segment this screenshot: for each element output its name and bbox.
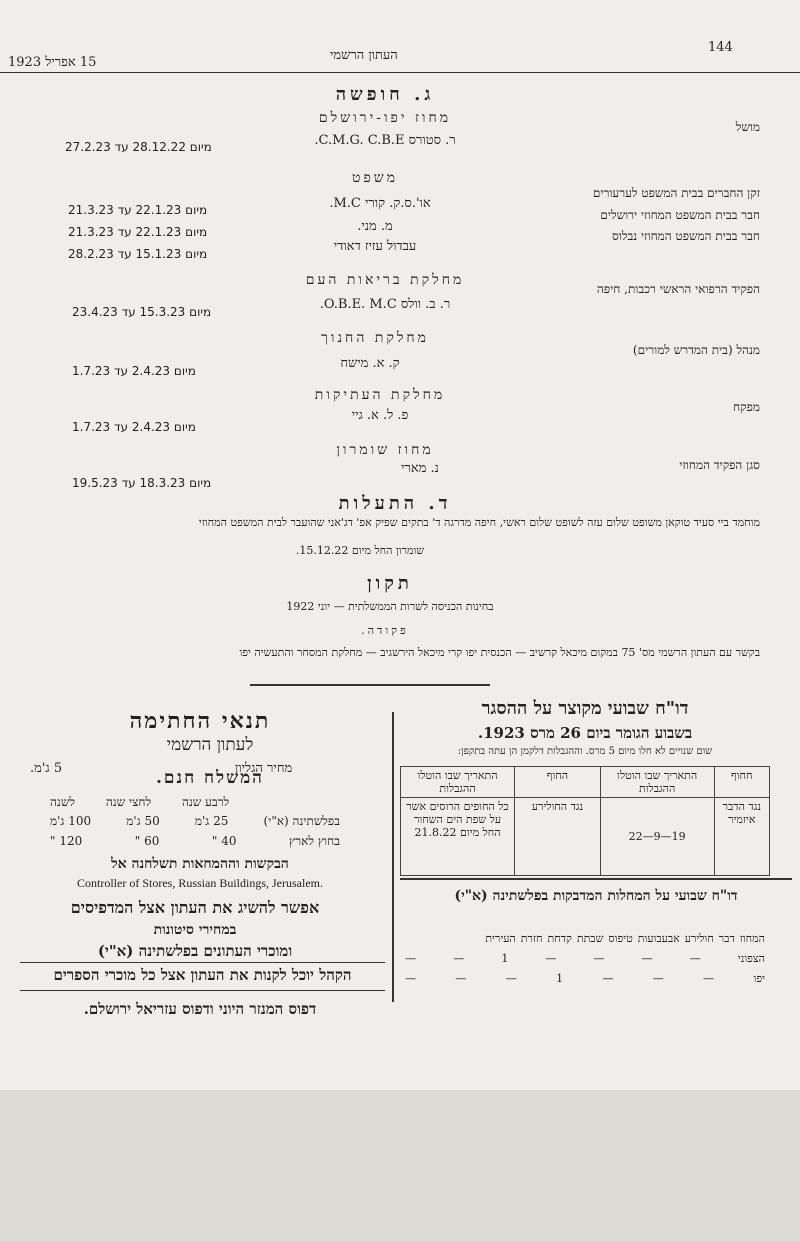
- row-date-2: כל החופים הרוסים אשר על שפת הים השחור החל מיום 21.8.22: [401, 798, 515, 876]
- col-district: המחוז: [739, 932, 765, 945]
- issue-date: 15 אפריל 1923: [8, 55, 97, 70]
- justice-role-1: זקן החברים בבית המשפט לערעורים: [592, 186, 760, 200]
- subscription-headers: [40, 795, 340, 810]
- cell: —: [545, 952, 557, 965]
- obtain-line-1: אפשר להשיג את העתון אצל המדפיסים: [70, 898, 320, 917]
- row-label-local: בפלשתינה (א"י): [263, 814, 340, 828]
- district-jaffa: יפו: [753, 972, 765, 985]
- row-coast-2: נגד החולירע: [515, 798, 601, 876]
- correction-line: בקשר עם העתון הרשמי מס' 75 במקום מיכאל קרשיב — הכנסית יפו קרי מיכאל הירשגיב — מחלקת המסחר והתעשיה יפו: [239, 646, 760, 659]
- col-cholera: חולירע: [684, 932, 714, 945]
- col-coast-2: החוף: [515, 767, 601, 798]
- diseases-report-title: דו"ח שבועי על המחלות המדבקות בפלשתינה (א"י): [454, 888, 738, 904]
- governor-dates: מיום 28.12.22 עד 27.2.23: [65, 140, 212, 154]
- diseases-row-north: [405, 952, 765, 965]
- cell: —: [689, 952, 701, 965]
- justice-name-3: עבדול עזיז דאודי: [333, 239, 417, 254]
- cell: —: [405, 972, 417, 985]
- header-quarter: לרבע שנה: [181, 795, 230, 809]
- quarantine-table: [400, 766, 770, 876]
- public-line: הקהל יוכל לקנות את העתון אצל כל מוכרי הספרים: [53, 966, 352, 984]
- education-name: ק. א. מישח: [340, 356, 400, 371]
- district-jaffa-jerusalem: מחוז יפו-ירושלם: [318, 110, 452, 126]
- health-role: הפקיד הרפואי הראשי רכבות, חיפה: [596, 282, 760, 296]
- health-dates: מיום 15.3.23 עד 23.4.23: [72, 305, 212, 319]
- local-half: 50 ג'מ: [126, 814, 160, 828]
- subscription-title: תנאי החתימה: [129, 708, 271, 734]
- justice-heading: משפט: [351, 170, 398, 186]
- quarantine-report-title: דו"ח שבועי מקוצר על ההסגר: [481, 698, 689, 719]
- scan-bottom-margin: [0, 1090, 800, 1241]
- col-relapsing: שבתת: [576, 932, 604, 945]
- cell: —: [602, 972, 614, 985]
- correction-heading: פקודה.: [361, 624, 409, 637]
- justice-name-1: או'.ס.ק. קורי M.C.: [329, 196, 431, 211]
- obtain-line-3: ומוכרי העתונים בפלשתינה (א"י): [97, 942, 293, 960]
- col-other: העירית: [485, 932, 516, 945]
- col-date-2: התאריך שבו הוטלו ההגבלות: [401, 767, 515, 798]
- cell: 1: [501, 952, 509, 965]
- justice-role-2: חבר בבית המשפט המחוזי ירושלים: [600, 208, 760, 222]
- header-rule: [0, 72, 800, 73]
- price-label: מחיר הגליון: [235, 761, 293, 776]
- col-smallpox: אבעבועות: [637, 932, 680, 945]
- diseases-columns: [405, 932, 765, 945]
- row-date-1: 19—9—22: [600, 798, 714, 876]
- samaria-role: סגן הפקיד המחוזי: [679, 458, 760, 472]
- publication-name: העתון הרשמי: [330, 48, 398, 63]
- page-number: 144: [708, 40, 733, 55]
- governor-name: ר. סטורס C.M.G. C.B.E.: [314, 133, 456, 148]
- blank-header: [260, 795, 340, 810]
- antiquities-role: מפקח: [733, 400, 760, 414]
- section-g-title: ג. חופשה: [335, 84, 435, 105]
- quarantine-note: שום שנויים לא חלו מיום 5 מרס. וההגבלות דלקמן הן עתה בתקפן:: [457, 746, 713, 757]
- quarantine-week-line: בשבוע הגומר ביום 26 מרס 1923.: [477, 724, 693, 742]
- header-half: לחצי שנה: [105, 795, 152, 809]
- requests-line: הבקשות וההמחאות תשלחנה אל: [111, 856, 289, 872]
- education-heading: מחלקת החנוך: [321, 330, 429, 346]
- abroad-quarter: 40 ": [211, 834, 237, 848]
- cell: —: [405, 952, 417, 965]
- local-quarter: 25 ג'מ: [194, 814, 229, 828]
- column-divider: [392, 712, 394, 1002]
- correction-subtitle: בחינות הכניסה לשרות הממשלתית — יוני 1922: [286, 600, 494, 613]
- rule-above-public: [20, 962, 385, 963]
- justice-name-2: מ. מני.: [357, 219, 393, 234]
- header-year: לשנה: [50, 795, 75, 809]
- col-coast-1: חחוף: [714, 767, 770, 798]
- price-value: 5 ג'מ.: [30, 761, 63, 776]
- health-heading: מחלקת בריאות העם: [305, 272, 465, 288]
- subscription-row-local: [40, 814, 340, 829]
- district-north: הצפוני: [737, 952, 765, 965]
- antiquities-name: פ. ל. א. גיי: [351, 408, 409, 423]
- justice-dates-1: מיום 22.1.23 עד 21.3.23: [68, 203, 208, 217]
- correction-title: תקון: [367, 573, 413, 594]
- promotion-line-1: מוחמד ביי סעיד טוקאן משופט שלום עזה לשופט שלום ראשי, חיפה מדרגה ד' בתקים שפיק אפ' דג'אני שהועבר לבית המשפט המחוזי: [198, 516, 760, 529]
- education-role: מנהל (בית המדרש למורים): [632, 343, 760, 357]
- justice-dates-2: מיום 22.1.23 עד 21.3.23: [68, 225, 208, 239]
- health-name: ר. ב. וולס O.B.E. M.C.: [319, 297, 451, 312]
- row-label-abroad: בחוץ לארץ: [289, 834, 340, 848]
- abroad-year: 120 ": [50, 834, 83, 848]
- justice-dates-3: מיום 15.1.23 עד 28.2.23: [68, 247, 208, 261]
- samaria-name: נ. מארי: [401, 461, 439, 476]
- cell: —: [593, 952, 605, 965]
- justice-role-3: חבר בבית המשפט המחוזי נבלוס: [612, 229, 760, 243]
- local-year: 100 ג'מ: [50, 814, 92, 828]
- antiquities-heading: מחלקת העתיקות: [314, 387, 446, 403]
- subscription-subtitle: לעתון הרשמי: [166, 735, 254, 755]
- rule-below-public: [20, 990, 385, 991]
- obtain-line-2: במחירי סיטונות: [153, 922, 237, 938]
- cell: —: [455, 972, 467, 985]
- antiquities-dates: מיום 2.4.23 עד 1.7.23: [72, 420, 196, 434]
- col-plague: דבר: [718, 932, 735, 945]
- col-mumps: חזרת: [520, 932, 543, 945]
- free-delivery: המשלח חנם.: [156, 768, 264, 788]
- row-coast-1: נגד הדבר איזמיר: [714, 798, 770, 876]
- education-dates: מיום 2.4.23 עד 1.7.23: [72, 364, 196, 378]
- samaria-dates: מיום 18.3.23 עד 19.5.23: [72, 476, 212, 490]
- governor-role: מושל: [735, 120, 760, 134]
- section-d-title: ד. התעלות: [338, 493, 452, 514]
- cell: —: [703, 972, 715, 985]
- abroad-half: 60 ": [134, 834, 160, 848]
- cell: 1: [556, 972, 564, 985]
- section-divider: [250, 684, 490, 686]
- cell: —: [453, 952, 465, 965]
- col-date-1: התאריך שבו הוטלו ההגבלות: [600, 767, 714, 798]
- col-fever: קדחת: [547, 932, 572, 945]
- controller-address: Controller of Stores, Russian Buildings, Jerusalem.: [77, 876, 323, 890]
- diseases-row-jaffa: [405, 972, 765, 985]
- subscription-row-abroad: [40, 834, 340, 849]
- promotion-line-2: שומרון החל מיום 15.12.22.: [295, 544, 425, 557]
- printer-line: דפוס המנזר היוני ודפוס עזריאל ירושלם.: [83, 1000, 317, 1018]
- cell: —: [652, 972, 664, 985]
- cell: —: [505, 972, 517, 985]
- col-typhus: טיפוס: [608, 932, 633, 945]
- report-divider: [400, 878, 792, 880]
- samaria-heading: מחוז שומרון: [336, 442, 434, 458]
- cell: —: [641, 952, 653, 965]
